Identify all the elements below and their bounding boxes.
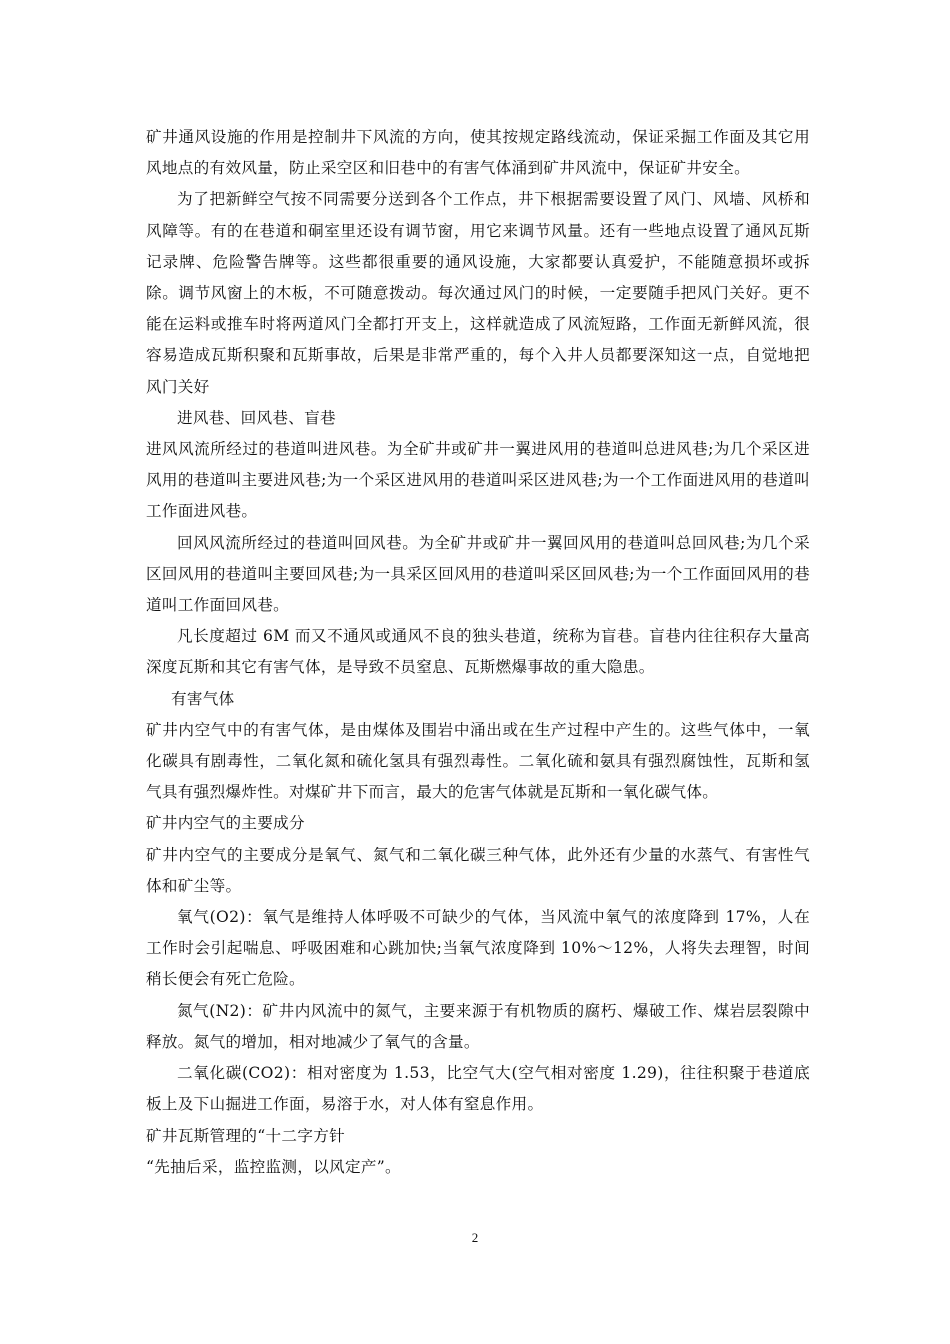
paragraph-air-composition: 矿井内空气的主要成分是氧气、氮气和二氧化碳三种气体，此外还有少量的水蒸气、有害性气体和矿尘等。	[146, 845, 810, 895]
section-heading-roadways: 进风巷、回风巷、盲巷	[177, 408, 336, 427]
paragraph-carbon-dioxide: 二氧化碳(CO2)：相对密度为 1.53，比空气大(空气相对密度 1.29)，往往积聚于巷道底板上及下山掘进工作面，易溶于水，对人体有窒息作用。	[146, 1064, 810, 1114]
paragraph-blind-roadway: 凡长度超过 6M 而又不通风或通风不良的独头巷道，统称为盲巷。盲巷内往往积存大量高深度瓦斯和其它有害气体，是导致不员窒息、瓦斯燃爆事故的重大隐患。	[146, 627, 810, 677]
paragraph-gas-management-policy: “先抽后采，监控监测，以风定产”。	[146, 1157, 401, 1176]
paragraph-oxygen: 氧气(O2)：氧气是维持人体呼吸不可缺少的气体，当风流中氧气的浓度降到 17%，人在工作时会引起喘息、呼吸困难和心跳加快;当氧气浓度降到 10%～12%，人将失去理智，时间稍长便会有死亡危险。	[146, 908, 810, 989]
section-heading-air-composition: 矿井内空气的主要成分	[146, 814, 305, 833]
page-number: 2	[471, 1230, 479, 1245]
paragraph-ventilation-facilities-purpose: 矿井通风设施的作用是控制井下风流的方向，使其按规定路线流动，保证采掘工作面及其它用风地点的有效风量，防止采空区和旧巷中的有害气体涌到矿井风流中，保证矿井安全。	[146, 128, 810, 178]
paragraph-harmful-gases: 矿井内空气中的有害气体，是由煤体及围岩中涌出或在生产过程中产生的。这些气体中，一氧化碳具有剧毒性，二氧化氮和硫化氢具有强烈毒性。二氧化硫和氨具有强烈腐蚀性，瓦斯和氢气具有强烈爆炸性。对煤矿井下而言，最大的危害气体就是瓦斯和一氧化碳气体。	[146, 720, 810, 802]
paragraph-nitrogen: 氮气(N2)：矿井内风流中的氮气，主要来源于有机物质的腐朽、爆破工作、煤岩层裂隙中释放。氮气的增加，相对地减少了氧气的含量。	[146, 1001, 810, 1051]
section-heading-harmful-gases: 有害气体	[171, 689, 235, 708]
document-body	[146, 122, 810, 1183]
paragraph-intake-airway: 进风风流所经过的巷道叫进风巷。为全矿井或矿井一翼进风用的巷道叫总进风巷;为几个采区进风用的巷道叫主要进风巷;为一个采区进风用的巷道叫采区进风巷;为一个工作面进风用的巷道叫工作面进风巷。	[146, 440, 810, 521]
paragraph-ventilation-facilities-details: 为了把新鲜空气按不同需要分送到各个工作点，井下根据需要设置了风门、风墙、风桥和风障等。有的在巷道和硐室里还设有调节窗，用它来调节风量。还有一些地点设置了通风瓦斯记录牌、危险警告牌等。这些都很重要的通风设施，大家都要认真爱护，不能随意损坏或拆除。调节风窗上的木板，不可随意拨动。每次通过风门的时候，一定要随手把风门关好。更不能在运料或推车时将两道风门全都打开支上，这样就造成了风流短路，工作面无新鲜风流，很容易造成瓦斯积聚和瓦斯事故，后果是非常严重的，每个入井人员都要深知这一点，自觉地把风门关好	[146, 190, 810, 396]
section-heading-gas-management-policy: 矿井瓦斯管理的“十二字方针	[146, 1126, 345, 1145]
paragraph-return-airway: 回风风流所经过的巷道叫回风巷。为全矿井或矿井一翼回风用的巷道叫总回风巷;为几个采区回风用的巷道叫主要回风巷;为一具采区回风用的巷道叫采区回风巷;为一个工作面回风用的巷道叫工作面回风巷。	[146, 533, 810, 615]
